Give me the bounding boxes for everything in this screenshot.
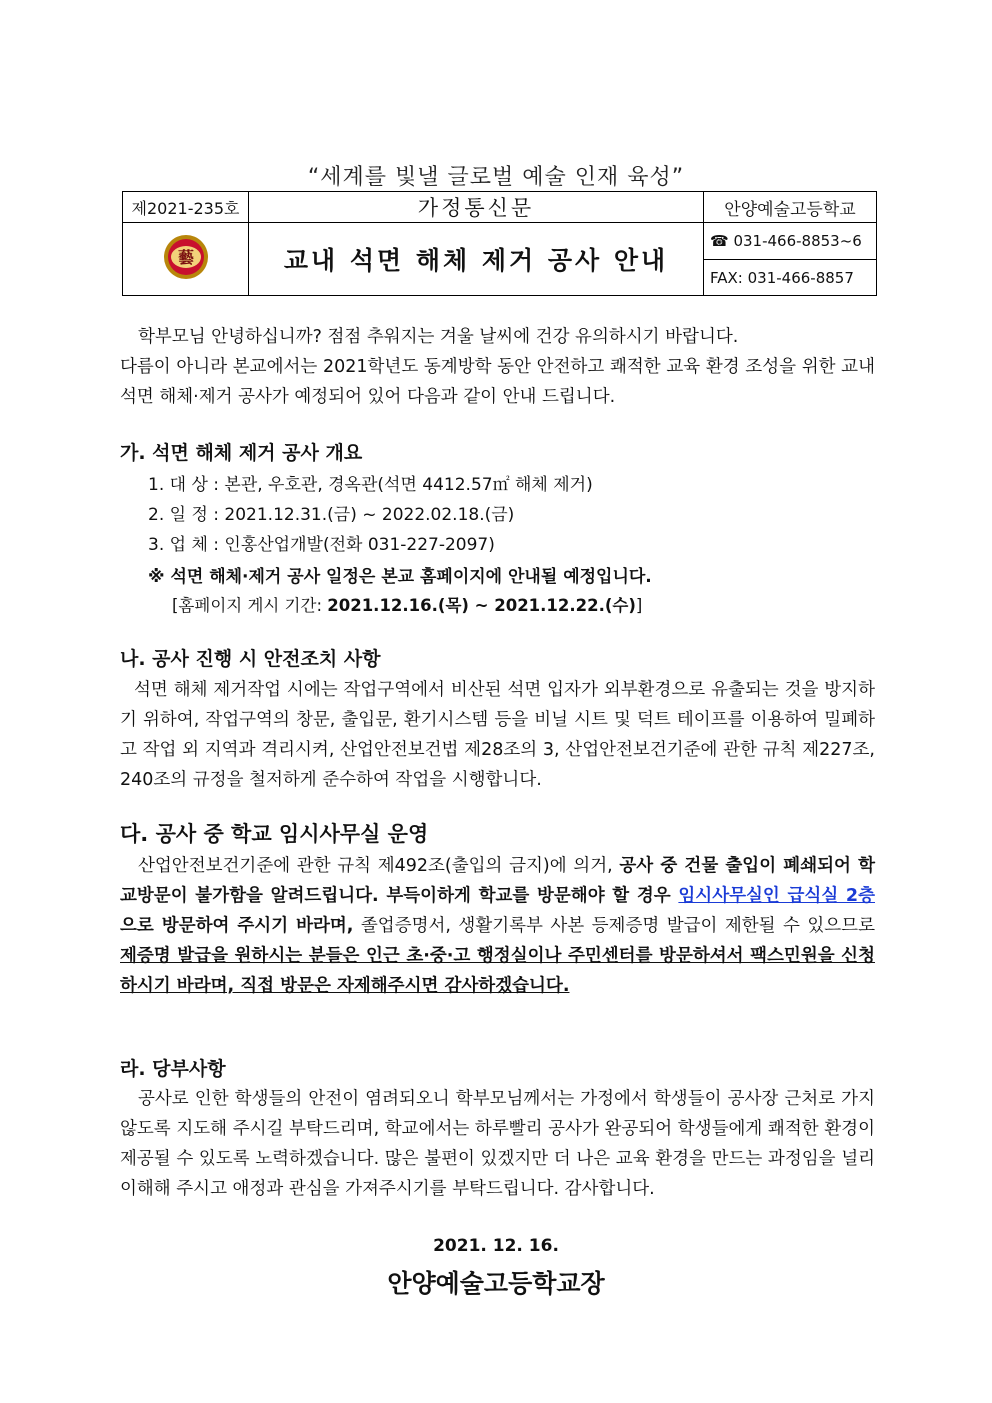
intro-line-2: 다름이 아니라 본교에서는 2021학년도 동계방학 동안 안전하고 쾌적한 교육 환경 조성을 위한 교내 석면 해체·제거 공사가 예정되어 있어 다음과 같이 안내 드립니다. [120, 357, 875, 407]
school-name: 안양예술고등학교 [704, 192, 877, 223]
period-end: ] [635, 596, 643, 615]
section-c-body [120, 851, 875, 1001]
section-a-heading: 가. 석면 해체 제거 공사 개요 [120, 442, 363, 464]
homepage-notice: ※ 석면 해체·제거 공사 일정은 본교 홈페이지에 안내될 예정입니다. [148, 567, 652, 587]
intro-paragraph [120, 322, 875, 412]
school-slogan: “세계를 빛낼 글로벌 예술 인재 육성” [307, 165, 685, 190]
section-c-part-6: 제증명 발급을 원하시는 분들은 인근 초·중·고 행정실이나 주민센터를 방문하셔서 팩스민원을 신청하시기 바라며, 직접 방문은 자제해주시면 감사하겠습니다. [120, 946, 875, 996]
period-label: [홈페이지 게시 기간: [172, 596, 328, 615]
section-c-heading: 다. 공사 중 학교 임시사무실 운영 [120, 822, 429, 846]
notice-date: 2021. 12. 16. [433, 1236, 559, 1256]
section-a-item-3: 3. 업 체 : 인홍산업개발(전화 031-227-2097) [148, 535, 495, 555]
notice-header-table [122, 191, 877, 296]
school-fax: FAX: 031-466-8857 [704, 260, 877, 296]
section-c-part-5: 졸업증명서, 생활기록부 사본 등제증명 발급이 제한될 수 있으므로 [353, 916, 875, 936]
document-type: 가정통신문 [249, 192, 704, 223]
section-c-part-2: 공사 중 건물 출입이 폐쇄되어 학교방문이 불가함을 알려드립니다. 부득이하게 학교를 방문해야 할 경우 [120, 856, 876, 906]
section-b-body: 석면 해체 제거작업 시에는 작업구역에서 비산된 석면 입자가 외부환경으로 유출되는 것을 방지하기 위하여, 작업구역의 창문, 출입문, 환기시스템 등을 비닐 시트 및 덕트 테이프를 이용하여 밀폐하고 작업 외 지역과 격리시켜, 산업안전보건법 제28조의 3, 산업안전보건기준에 관한 규칙 제227조, 240조의 규정을 철저하게 준수하여 작업을 시행합니다. [120, 680, 875, 790]
section-d-body: 공사로 인한 학생들의 안전이 염려되오니 학부모님께서는 가정에서 학생들이 공사장 근처로 가지 않도록 지도해 주시길 부탁드리며, 학교에서는 하루빨리 공사가 완공되어 학생들에게 쾌적한 환경이 제공될 수 있도록 노력하겠습니다. 많은 불편이 있겠지만 더 나은 교육 환경을 만드는 과정임을 널리 이해해 주시고 애정과 관심을 가져주시기를 부탁드립니다. 감사합니다. [120, 1089, 875, 1199]
notice-signer: 안양예술고등학교장 [387, 1269, 605, 1298]
logo-glyph: 藝 [177, 248, 194, 267]
school-phone: ☎ 031-466-8853~6 [704, 223, 877, 260]
temporary-office-link[interactable]: 임시사무실인 급식실 2층 [678, 886, 875, 906]
section-c-part-1: 산업안전보건기준에 관한 규칙 제492조(출입의 금지)에 의거, [138, 856, 620, 876]
intro-line-1: 학부모님 안녕하십니까? 점점 추워지는 겨울 날씨에 건강 유의하시기 바랍니다. [138, 327, 739, 347]
section-c-part-4: 으로 방문하여 주시기 바라며, [120, 916, 354, 936]
notice-title: 교내 석면 해체 제거 공사 안내 [249, 223, 704, 296]
section-a-list [148, 470, 593, 560]
homepage-period [172, 592, 642, 616]
document-number: 제2021-235호 [123, 192, 249, 223]
section-a-item-2: 2. 일 정 : 2021.12.31.(금) ~ 2022.02.18.(금) [148, 505, 515, 525]
section-b-heading: 나. 공사 진행 시 안전조치 사항 [120, 648, 381, 670]
section-a-item-1: 1. 대 상 : 본관, 우호관, 경옥관(석면 4412.57㎡ 해체 제거) [148, 475, 593, 495]
section-d-heading: 라. 당부사항 [120, 1058, 226, 1080]
school-logo-icon [162, 233, 210, 281]
period-value: 2021.12.16.(목) ~ 2021.12.22.(수) [327, 596, 636, 615]
logo-cell [123, 223, 249, 296]
